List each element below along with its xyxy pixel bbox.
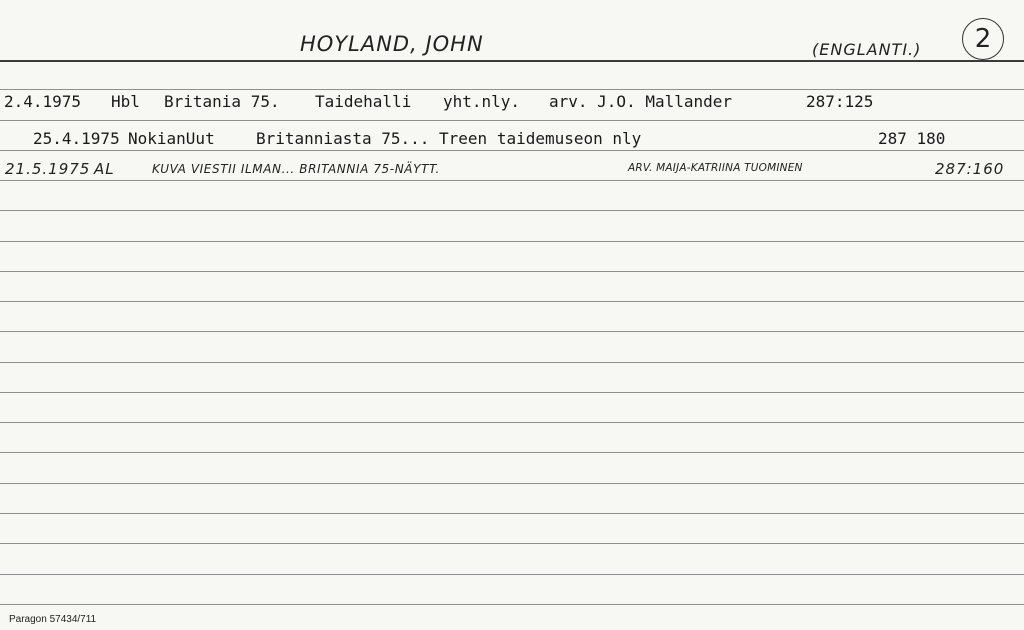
ruled-line: [0, 210, 1024, 211]
entry-1-ref: 287:125: [806, 92, 874, 111]
entry-3-reviewer: ARV. MAIJA-KATRIINA TUOMINEN: [628, 162, 803, 174]
ruled-line: [0, 180, 1024, 181]
ruled-line: [0, 301, 1024, 302]
ruled-line: [0, 422, 1024, 423]
artist-name: HOYLAND, JOHN: [300, 32, 484, 56]
entry-1-reviewer: arv. J.O. Mallander: [549, 92, 733, 111]
entry-3-source: AL: [94, 160, 115, 178]
ruled-line: [0, 241, 1024, 242]
entry-3-text: KUVA VIESTII ILMAN... BRITANNIA 75-NÄYTT.: [152, 162, 440, 176]
entry-1-title: Britania 75.: [164, 92, 280, 111]
entry-1-type: yht.nly.: [443, 92, 521, 111]
ruled-line: [0, 150, 1024, 151]
card-number-badge: [962, 18, 1004, 60]
ruled-line: [0, 543, 1024, 544]
printer-imprint: Paragon 57434/711: [9, 614, 97, 625]
ruled-line: [0, 574, 1024, 575]
card-number: 2: [974, 24, 992, 54]
entry-3-date: 21.5.1975: [5, 160, 91, 178]
country-label: (ENGLANTI.): [812, 40, 922, 59]
entry-2-source: NokianUut: [128, 129, 215, 148]
header-rule: [0, 60, 1024, 62]
ruled-line: [0, 604, 1024, 605]
ruled-line: [0, 120, 1024, 121]
ruled-line: [0, 392, 1024, 393]
ruled-line: [0, 331, 1024, 332]
entry-2-ref: 287 180: [878, 129, 946, 148]
ruled-line: [0, 362, 1024, 363]
entry-1-venue: Taidehalli: [315, 92, 412, 111]
ruled-line: [0, 483, 1024, 484]
ruled-line: [0, 271, 1024, 272]
entry-1-date: 2.4.1975: [4, 92, 82, 111]
entry-2-date: 25.4.1975: [33, 129, 120, 148]
entry-3-ref: 287:160: [935, 160, 1005, 178]
entry-2-text: Britanniasta 75... Treen taidemuseon nly: [256, 129, 642, 148]
ruled-line: [0, 513, 1024, 514]
entry-1-source: Hbl: [111, 92, 140, 111]
ruled-line: [0, 89, 1024, 90]
ruled-line: [0, 452, 1024, 453]
